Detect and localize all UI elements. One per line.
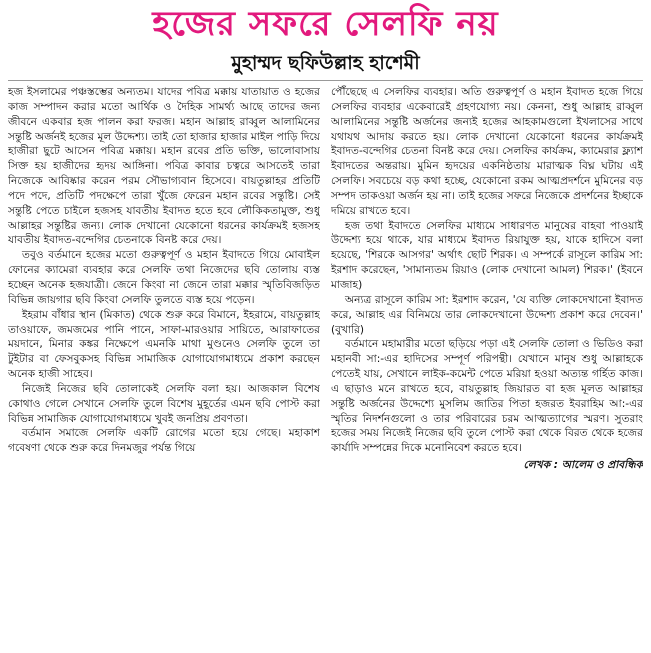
paragraph: পৌঁছেছে এ সেলফির ব্যবহার। অতি গুরুত্বপূর্ণ ও মহান ইবাদত হজে গিয়ে সেলফির ব্যবহার একেবারেই গ্রহণযোগ্য নয়। কেননা, শুধু আল্লাহ রাব্বুল আলামিনের সন্তুষ্টি অর্জনের জন্যই হজের আহকামগুলো ইখলাসের সাথে যথাযথ আদায় করতে হয়। লোক দেখানো যেকোনো ধরনের কার্যক্রমই ইবাদত-বন্দেগির চেতনা বিনষ্ট করে দেয়। সেলফির কার্যক্রম, ক্যামেরার ফ্ল্যাশ ইবাদতের অন্তরায়। মুমিন হৃদয়ের একনিষ্ঠতায় মারাত্মক বিঘ্ন ঘটায় এই সেলফি। সবচেয়ে বড় কথা হচ্ছে, যেকোনো রকম আত্মপ্রদর্শনে মুমিনের বড় সম্পদ তাকওয়া অর্জন হয় না। তাই হজের সফরে নিজেকে প্রদর্শনের ইচ্ছাকে দমিয়ে রাখতে হবে। [331, 86, 643, 217]
newspaper-article [0, 4, 651, 653]
article-title: হজের সফরে সেলফি নয় [152, 4, 499, 44]
paragraph: হজ তথা ইবাদতে সেলফির মাধ্যমে সাধারণত মানুষের বাহবা পাওয়াই উদ্দেশ্য হয়ে থাকে, যার মাধ্যমে ইবাদত রিয়াযুক্ত হয়, যাকে হাদিসে বলা হয়েছে, 'শিরকে আসগর' অর্থাৎ ছোট শিরক। এ সম্পর্কে রাসূলে কারিম সা: ইরশাদ করেছেন, 'সামান্যতম রিয়াও (লোক দেখানো আমল) শিরক।' (ইবনে মাজাহ) [331, 219, 643, 291]
paragraph: অন্যত্র রাসূলে কারিম সা: ইরশাদ করেন, 'যে ব্যক্তি লোকদেখানো ইবাদত করে, আল্লাহ এর বিনিময়ে তার লোকদেখানো উদ্দেশ্য প্রকাশ করে দেবেন।' (বুখারি) [331, 293, 643, 336]
column-right [331, 85, 643, 633]
paragraph: নিজেই নিজের ছবি তোলাকেই সেলফি বলা হয়। আজকাল বিশেষ কোথাও গেলে সেখানে সেলফি তুলে বিশেষ মুহূর্তের এমন ছবি পোস্ট করা বিভিন্ন সামাজিক যোগাযোগমাধ্যমে খুবই জনপ্রিয় প্রবণতা। [8, 382, 320, 425]
column-left [8, 85, 320, 633]
paragraph: তবুও বর্তমানে হজের মতো গুরুত্বপূর্ণ ও মহান ইবাদতে গিয়ে মোবাইল ফোনের ক্যামেরা ব্যবহার করে সেলফি তথা নিজেদের ছবি তোলায় ব্যস্ত হচ্ছেন অনেক হজযাত্রী। জেনে কিংবা না জেনে তারা মক্কার স্মৃতিবিজড়িত বিভিন্ন জায়গার ছবি কিংবা সেলফি তুলতে ব্যস্ত হয়ে পড়েন। [8, 249, 320, 306]
paragraph: হজ ইসলামের পঞ্চস্তম্ভের অন্যতম। যাদের পবিত্র মক্কায় যাতায়াত ও হজের কাজ সম্পাদন করার মতো আর্থিক ও দৈহিক সামর্থ্য আছে তাদের জন্য জীবনে একবার হজ পালন করা ফরজ। মহান আল্লাহ রাব্বুল আলামিনের সন্তুষ্টি অর্জনই হজের মূল উদ্দেশ্য। তাই তো হাজার হাজার মাইল পাড়ি দিয়ে হাজীরা ছুটে আসেন পবিত্র মক্কায়। মহান রবের প্রতি ভক্তি, ভালোবাসায় সিক্ত হয় হাজীদের হৃদয় আঙ্গিনা। পবিত্র কাবার চত্বরে আসতেই তারা নিজেকে আবিষ্কার করেন পরম সৌভাগ্যবান হিসেবে। বায়তুল্লাহর প্রতিটি পদে পদে, প্রতিটি পদক্ষেপে তারা খুঁজে ফেরেন মহান রবের সন্তুষ্টি। সেই সন্তুষ্টি পেতে চাইলে হজসহ যাবতীয় ইবাদত হতে হবে লৌকিকতামুক্ত, শুধু আল্লাহর সন্তুষ্টির জন্য। লোক দেখানো যেকোনো ধরনের কার্যক্রমই হজসহ যাবতীয় ইবাদত-বন্দেগির চেতনাকে বিনষ্ট করে দেয়। [8, 86, 320, 247]
paragraph: বর্তমান সমাজে সেলফি একটি রোগের মতো হয়ে গেছে। মহাকাশ গবেষণা থেকে শুরু করে দিনমজুর পর্যন্ত গিয়ে [8, 427, 320, 455]
divider [8, 80, 643, 81]
paragraph: ইহরাম বাঁধার স্থান (মিকাত) থেকে শুরু করে বিমানে, ইহরামে, বায়তুল্লাহ তাওয়াফে, জমজমের পানি পানে, সাফা-মারওয়ার সায়িতে, আরাফাতের ময়দানে, মিনার কঙ্কর নিক্ষেপে এমনকি মাথা মুণ্ডনেও সেলফি তুলে তা টুইটার বা ফেসবুকসহ বিভিন্ন সামাজিক যোগাযোগমাধ্যমে প্রকাশ করছেন অনেক হাজী সাহেব। [8, 308, 320, 381]
author-note: লেখক : আলেম ও প্রাবন্ধিক [523, 459, 643, 472]
article-body [8, 85, 643, 633]
article-byline: মুহাম্মদ ছফিউল্লাহ হাশেমী [231, 52, 420, 74]
paragraph: বর্তমানে মহামারীর মতো ছড়িয়ে পড়া এই সেলফি তোলা ও ভিডিও করা মহানবী সা:-এর হাদিসের সম্পূর্ণ পরিপন্থী। যেখানে মানুষ শুধু আল্লাহকে পেতেই যায়, সেখানে লাইক-কমেন্ট পেতে মরিয়া হওয়া অত্যন্ত গর্হিত কাজ। এ ছাড়াও মনে রাখতে হবে, বায়তুল্লাহ জিয়ারত বা হজ মূলত আল্লাহর সন্তুষ্টি অর্জনের উদ্দেশ্যে মুসলিম জাতির পিতা হজরত ইবরাহিম আ:-এর স্মৃতির নিদর্শনগুলো ও তার পরিবারের চরম আত্মত্যাগের স্মরণ। সুতরাং হজের সময় নিজেই নিজের ছবি তুলে পোস্ট করা থেকে বিরত থেকে হজের কার্যাদি সম্পন্নের দিকে মনোনিবেশ করতে হবে। [331, 338, 643, 455]
